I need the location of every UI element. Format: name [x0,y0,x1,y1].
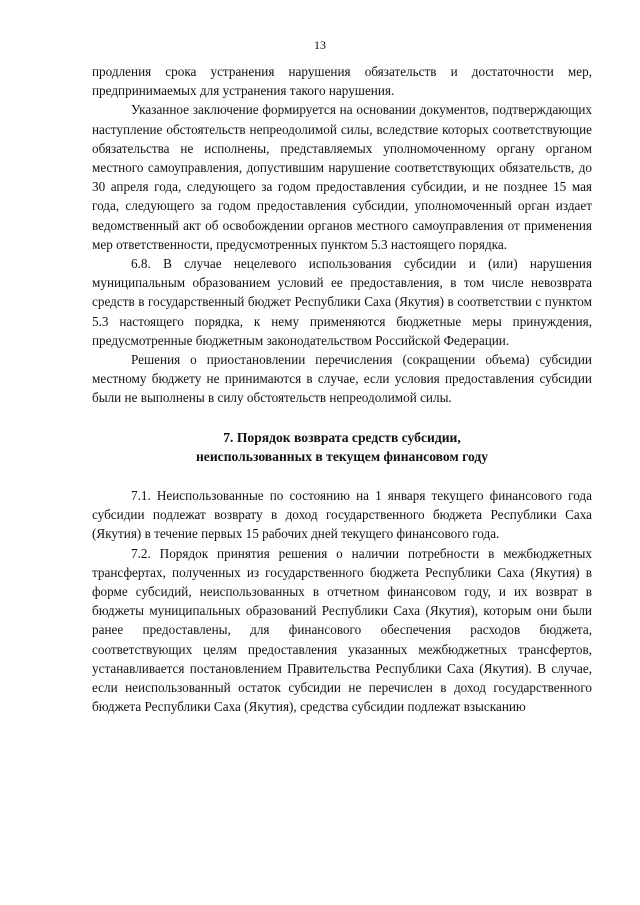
page-body [92,62,592,717]
paragraph-6-8: 6.8. В случае нецелевого использования субсидии и (или) нарушения муниципальным образованием условий ее предоставления, в том числе невозврата средств в государственный бюджет Республики Саха (Якутия) в соответствии с пунктом 5.3 настоящего порядка, к нему применяются бюджетные меры принуждения, предусмотренные бюджетным законодательством Российской Федерации. [92,256,592,348]
page-number: 13 [314,38,326,52]
section-heading-line-2: неиспользованных в текущем финансовом году [195,448,489,464]
paragraph-7-1: 7.1. Неиспользованные по состоянию на 1 января текущего финансового года субсидии подлежат возврату в доход государственного бюджета Республики Саха (Якутия) в течение первых 15 рабочих дней текущего финансового года. [92,488,592,542]
paragraph-suspension-decisions: Решения о приостановлении перечисления (сокращении объема) субсидии местному бюджету не принимаются в случае, если условия предоставления субсидии были не выполнены в силу обстоятельств непреодолимой силы. [92,352,592,406]
section-heading-7 [92,428,592,466]
paragraph-continuation: продления срока устранения нарушения обязательств и достаточности мер, предпринимаемых для устранения такого нарушения. [92,64,592,99]
paragraph-7-2: 7.2. Порядок принятия решения о наличии потребности в межбюджетных трансфертах, полученных из государственного бюджета Республики Саха (Якутия) в форме субсидий, неиспользованных в отчетном финансовом году, и их возврат в бюджеты муниципальных образований Республики Саха (Якутия), которым они были ранее предоставлены, для финансового обеспечения расходов бюджета, соответствующих целям предоставления указанных межбюджетных трансфертов, устанавливается постановлением Правительства Республики Саха (Якутия). В случае, если неиспользованный остаток субсидии не перечислен в доход государственного бюджета Республики Саха (Якутия), средства субсидии подлежат взысканию [92,545,592,715]
paragraph-conclusion-basis: Указанное заключение формируется на основании документов, подтверждающих наступление обстоятельств непреодолимой силы, вследствие которых соответствующие обязательства не исполнены, представляемых уполномоченному органу органом местного самоуправления, допустившим нарушение соответствующих обязательств, до 30 апреля года, следующего за годом предоставления субсидии, и не позднее 15 мая года, следующего за годом предоставления субсидии, уполномоченный орган издает ведомственный акт об освобождении органов местного самоуправления от применения мер ответственности, предусмотренных пунктом 5.3 настоящего порядка. [92,102,592,252]
section-heading-line-1: 7. Порядок возврата средств субсидии, [223,429,461,445]
